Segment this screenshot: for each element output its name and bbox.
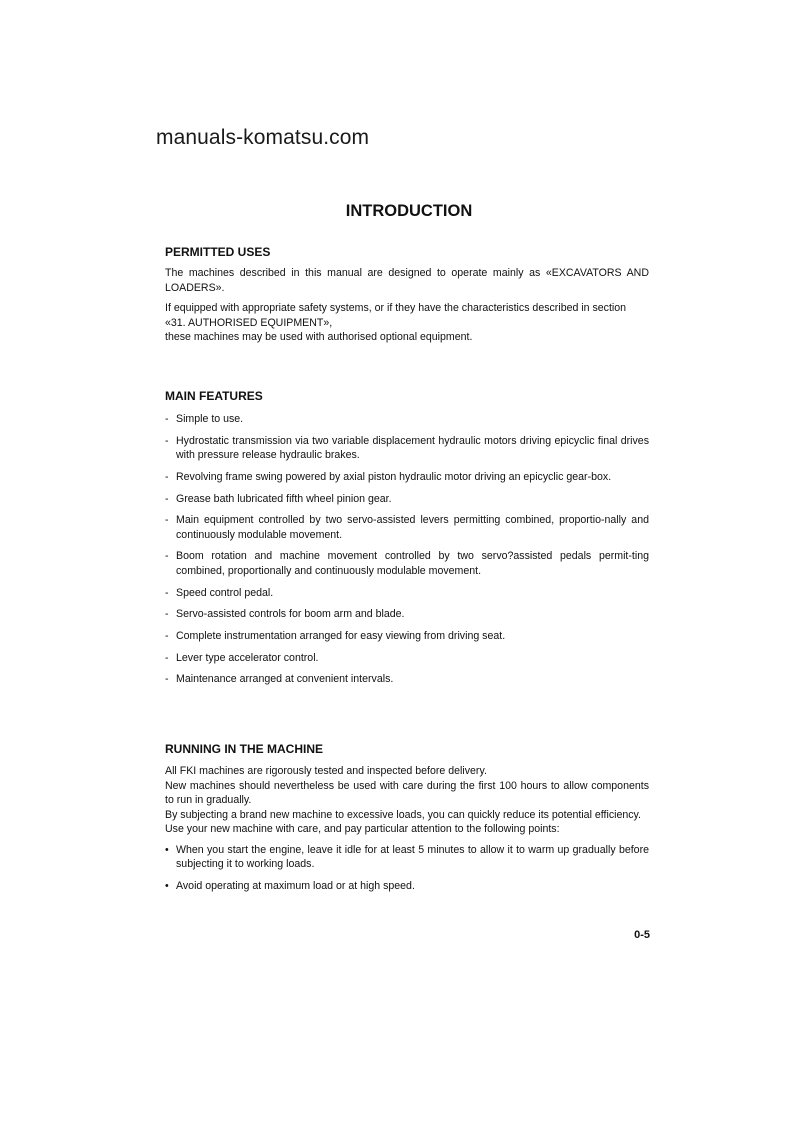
list-item [165, 434, 649, 463]
section-heading-permitted-uses: PERMITTED USES [165, 245, 271, 259]
bullet-dot-icon: • [165, 843, 169, 856]
dash-bullet-icon: - [165, 651, 169, 664]
list-item-text: Hydrostatic transmission via two variable displacement hydraulic motors driving epicyclic final drives with pressure release hydraulic brakes. [176, 434, 649, 462]
paragraph: All FKI machines are rigorously tested and inspected before delivery. [165, 765, 487, 777]
watermark: manuals-komatsu.com [156, 126, 370, 149]
paragraph: If equipped with appropriate safety systems, or if they have the characteristics described in section «31. AUTHORISED EQUIPMENT», [165, 302, 627, 329]
list-item [165, 549, 649, 578]
list-item [165, 843, 649, 872]
dash-bullet-icon: - [165, 492, 169, 505]
dash-bullet-icon: - [165, 608, 169, 621]
list-item [165, 492, 649, 507]
page-title: INTRODUCTION [345, 202, 473, 220]
list-item-text: Complete instrumentation arranged for easy viewing from driving seat. [176, 630, 506, 642]
dash-bullet-icon: - [165, 413, 169, 425]
list-item-text: Lever type accelerator control. [176, 651, 319, 664]
list-item-text: Boom rotation and machine movement controlled by two servo?assisted pedals permit-ting combined, proportionally and continuously modulable movement. [176, 550, 649, 577]
list-item-text: Avoid operating at maximum load or at high speed. [176, 879, 415, 892]
dash-bullet-icon: - [165, 586, 169, 599]
paragraph: these machines may be used with authorised optional equipment. [165, 331, 473, 343]
list-item [165, 607, 649, 622]
section-heading-running-in: RUNNING IN THE MACHINE [165, 742, 323, 756]
list-item [165, 586, 649, 601]
list-item [165, 470, 649, 485]
dash-bullet-icon: - [165, 514, 169, 527]
paragraph: The machines described in this manual are designed to operate mainly as «EXCAVATORS AND LOADERS». [165, 267, 649, 294]
page-number: 0-5 [634, 929, 650, 941]
list-item [165, 513, 649, 542]
dash-bullet-icon: - [165, 470, 169, 483]
list-item-text: Maintenance arranged at convenient intervals. [176, 673, 394, 686]
paragraph: By subjecting a brand new machine to excessive loads, you can quickly reduce its potential efficiency. [165, 808, 641, 821]
bullet-dot-icon: • [165, 879, 169, 892]
dash-bullet-icon: - [165, 550, 169, 563]
list-item-text: Grease bath lubricated fifth wheel pinion gear. [176, 492, 392, 505]
paragraph: Use your new machine with care, and pay particular attention to the following points: [165, 823, 560, 835]
list-item [165, 672, 649, 687]
list-item-text: Servo-assisted controls for boom arm and blade. [176, 608, 405, 621]
dash-bullet-icon: - [165, 434, 169, 447]
list-item-text: Simple to use. [176, 413, 244, 425]
running-in-body [165, 764, 649, 900]
list-item [165, 629, 649, 644]
list-item-text: Main equipment controlled by two servo-assisted levers permitting combined, proportio-nally and continuously modulable movement. [176, 514, 649, 541]
list-item-text: When you start the engine, leave it idle for at least 5 minutes to allow it to warm up gradually before subjecting it to working loads. [176, 843, 649, 870]
main-features-list [165, 412, 649, 694]
list-item [165, 651, 649, 666]
list-item-text: Speed control pedal. [176, 586, 274, 599]
list-item [165, 879, 649, 894]
section-heading-main-features: MAIN FEATURES [165, 389, 263, 403]
paragraph: New machines should nevertheless be used with care during the first 100 hours to allow components to run in gradually. [165, 779, 649, 806]
list-item [165, 412, 649, 427]
dash-bullet-icon: - [165, 630, 169, 642]
list-item-text: Revolving frame swing powered by axial piston hydraulic motor driving an epicyclic gear-box. [176, 470, 612, 483]
dash-bullet-icon: - [165, 673, 169, 686]
permitted-uses-body [165, 266, 649, 345]
